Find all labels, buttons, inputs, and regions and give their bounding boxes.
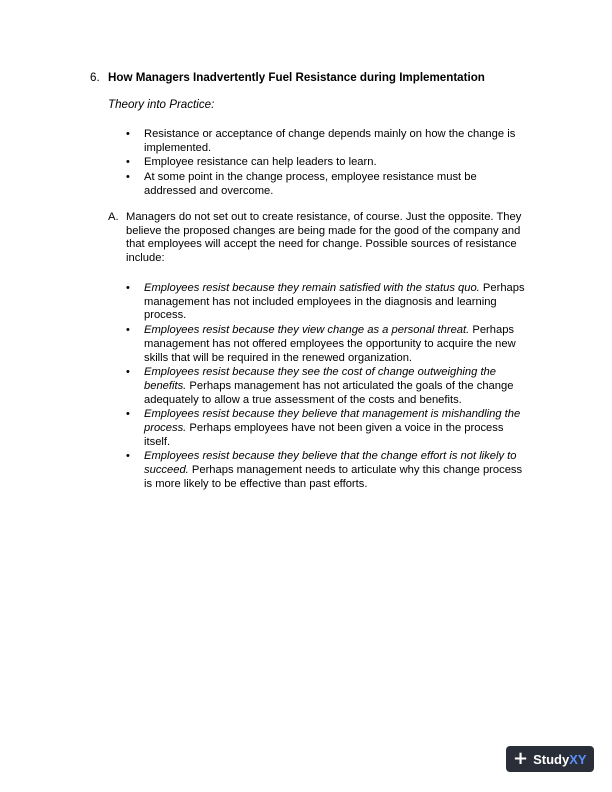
section-number: 6. (90, 71, 100, 84)
subheading: Theory into Practice: (108, 98, 215, 111)
list-item (126, 324, 526, 365)
paragraph-letter: A. (108, 211, 119, 223)
bullet-icon: • (126, 366, 130, 379)
item-emphasis: Employees resist because they believe that the change effort is not likely to succeed. (144, 450, 517, 477)
paragraph-text: Managers do not set out to create resistance, of course. Just the opposite. They believe the proposed changes are being made for the good of the company and that employees will accept the need for change. Possible sources of resistance include: (126, 211, 522, 265)
list-item: • Employee resistance can help leaders to learn. (126, 156, 377, 169)
bullet-icon: • (126, 282, 130, 294)
list-item (126, 366, 526, 407)
list-item (126, 282, 526, 323)
section-heading (90, 71, 485, 85)
list-item (126, 450, 526, 491)
item-emphasis: Employees resist because they see the cost of change outweighing the benefits. (144, 366, 497, 392)
item-detail: Perhaps management has not offered employees the opportunity to acquire the new skills that will be required in the renewed organization. (144, 324, 516, 364)
item-detail: Perhaps management has not articulated the goals of the change adequately to allow a true assessment of the costs and benefits. (144, 379, 514, 406)
item-emphasis: Employees resist because they view change as a personal threat. (144, 324, 470, 337)
list-item (126, 408, 526, 449)
studyxy-badge[interactable] (506, 746, 594, 772)
item-detail: Perhaps management has not included employees in the diagnosis and learning process. (144, 282, 525, 322)
brand-logo: StudyXY (533, 751, 587, 767)
item-emphasis: Employees resist because they believe that management is mishandling the process. (144, 408, 521, 435)
bullet-icon: • (126, 128, 130, 140)
list-item: • At some point in the change process, employee resistance must be addressed and overcome. (126, 171, 477, 197)
section-title: How Managers Inadvertently Fuel Resistance during Implementation (108, 71, 485, 84)
item-detail: Perhaps management needs to articulate why this change process is more likely to be effective than past efforts. (144, 464, 523, 490)
item-detail: Perhaps employees have not been given a voice in the process itself. (144, 422, 504, 448)
item-emphasis: Employees resist because they remain satisfied with the status quo. (144, 282, 480, 294)
bullet-icon: • (126, 450, 130, 463)
bullet-icon: • (126, 324, 130, 337)
list-item: • Resistance or acceptance of change depends mainly on how the change is implemented. (126, 128, 516, 154)
bullet-icon: • (126, 156, 130, 169)
paragraph-a (108, 211, 528, 266)
bullet-list-1 (126, 128, 516, 200)
bullet-list-2 (126, 282, 526, 493)
bullet-icon: • (126, 408, 130, 421)
bullet-icon: • (126, 171, 130, 184)
plus-icon: + (513, 748, 529, 769)
